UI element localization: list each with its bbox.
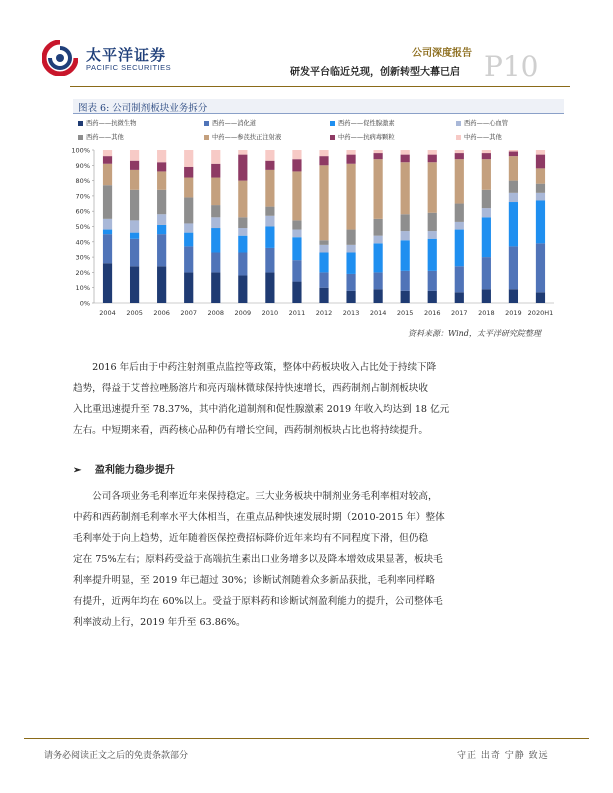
bar-segment xyxy=(157,162,166,171)
bar-segment xyxy=(455,292,464,303)
bar-segment xyxy=(130,266,139,303)
bar-segment xyxy=(509,289,518,303)
paragraph-2 xyxy=(73,486,558,633)
paragraph-2-line: 毛利率处于向上趋势，近年随着医保控费招标降价近年来均有不同程度下滑，但仍稳 xyxy=(73,533,428,544)
bar-segment xyxy=(157,171,166,189)
bar-segment xyxy=(238,275,247,303)
legend-swatch xyxy=(78,135,83,140)
legend-swatch xyxy=(456,135,461,140)
bar-segment xyxy=(319,240,328,245)
bar-segment xyxy=(103,185,112,219)
x-tick-label: 2012 xyxy=(315,309,333,317)
bar-segment xyxy=(292,150,301,159)
header-divider xyxy=(70,86,570,87)
bar-segment xyxy=(238,217,247,228)
bar-segment xyxy=(428,239,437,271)
bar-segment xyxy=(482,150,491,153)
paragraph-2-line: 有提升，近两年均在 60%以上。受益于原料药和诊断试剂盈利能力的提升，公司整体毛 xyxy=(73,596,443,607)
bar-segment xyxy=(346,274,355,291)
x-tick-label: 2004 xyxy=(99,309,116,317)
legend-item xyxy=(330,118,395,127)
bar-segment xyxy=(428,291,437,303)
brand-name-cn: 太平洋证券 xyxy=(86,46,167,64)
bar-segment xyxy=(374,150,383,153)
bar-segment xyxy=(319,245,328,253)
bar-segment xyxy=(211,253,220,273)
y-tick-label: 60% xyxy=(75,207,90,216)
bar-segment xyxy=(401,231,410,240)
bar-segment xyxy=(265,170,274,207)
bar-segment xyxy=(536,243,545,292)
bar-segment xyxy=(238,236,247,253)
figure-caption: 图表 6: 公司制剂板块业务拆分 xyxy=(78,103,208,114)
bar-segment xyxy=(103,156,112,164)
y-tick-label: 50% xyxy=(75,223,90,231)
legend-item xyxy=(204,132,281,141)
bar-segment xyxy=(292,159,301,171)
x-tick-label: 2007 xyxy=(180,309,197,317)
brand-logo-icon xyxy=(42,40,78,76)
bar-segment xyxy=(157,150,166,162)
bar-segment xyxy=(455,230,464,267)
bar-segment xyxy=(130,161,139,170)
x-tick-label: 2011 xyxy=(288,309,306,317)
bar-segment xyxy=(346,164,355,230)
bar-segment xyxy=(319,150,328,156)
bar-segment xyxy=(374,219,383,236)
bar-segment xyxy=(238,228,247,236)
paragraph-2-line: 利率波动上行，2019 年升至 63.86%。 xyxy=(73,617,246,628)
x-tick-label: 2018 xyxy=(478,309,495,317)
bar-segment xyxy=(401,271,410,291)
legend-item xyxy=(456,118,508,127)
bar-segment xyxy=(238,253,247,276)
bar-segment xyxy=(319,253,328,273)
bar-segment xyxy=(265,248,274,272)
paragraph-1-line: 入比重迅速提升至 78.37%，其中消化道制剂和促性腺激素 2019 年收入均达到 18 亿元 xyxy=(73,404,450,415)
y-tick-label: 0% xyxy=(79,299,90,308)
bar-segment xyxy=(401,162,410,214)
figure-source: 资料来源：Wind，太平洋研究院整理 xyxy=(408,329,541,338)
bar-segment xyxy=(184,178,193,198)
bar-segment xyxy=(211,150,220,164)
bar-segment xyxy=(401,291,410,303)
legend-label: 西药——心血管 xyxy=(464,120,509,127)
bar-segment xyxy=(455,266,464,292)
paragraph-2-line: 公司各项业务毛利率近年来保持稳定。三大业务板块中制剂业务毛利率相对较高， xyxy=(73,491,438,502)
bar-segment xyxy=(536,193,545,201)
bar-segment xyxy=(319,288,328,303)
page-number: P10 xyxy=(484,50,539,83)
bar-segment xyxy=(346,155,355,164)
bar-segment xyxy=(265,207,274,216)
bar-segment xyxy=(130,150,139,161)
x-tick-label: 2016 xyxy=(423,309,441,317)
bar-segment xyxy=(184,197,193,223)
legend-label: 西药——其他 xyxy=(86,134,124,141)
bar-segment xyxy=(346,150,355,155)
bar-segment xyxy=(211,178,220,206)
bullet-arrow-icon: ➢ xyxy=(73,465,82,476)
bar-segment xyxy=(184,150,193,167)
bar-segment xyxy=(184,167,193,178)
legend-label: 中药——其他 xyxy=(464,134,502,141)
bar-segment xyxy=(211,228,220,252)
bar-segment xyxy=(509,193,518,202)
bar-segment xyxy=(238,150,247,155)
bar-segment xyxy=(401,214,410,231)
bar-segment xyxy=(103,219,112,230)
bar-segment xyxy=(509,150,518,152)
bar-segment xyxy=(292,230,301,238)
paragraph-1 xyxy=(73,357,558,441)
bar-segment xyxy=(482,289,491,303)
y-tick-label: 40% xyxy=(75,238,90,247)
bar-segment xyxy=(265,216,274,227)
bar-segment xyxy=(238,155,247,181)
bar-segment xyxy=(509,181,518,193)
x-tick-label: 2015 xyxy=(396,309,414,317)
x-tick-label: 2005 xyxy=(126,309,143,317)
bar-segment xyxy=(130,220,139,232)
bar-segment xyxy=(536,200,545,243)
x-tick-label: 2009 xyxy=(234,309,252,317)
bar-segment xyxy=(103,263,112,303)
bar-segment xyxy=(184,246,193,272)
x-tick-label: 2017 xyxy=(451,309,468,317)
paragraph-1-line: 趋势，得益于艾普拉唑肠溶片和亮丙瑞林微球保持快速增长，西药制剂占制剂板块收 xyxy=(73,383,428,394)
bar-segment xyxy=(184,272,193,303)
legend-swatch xyxy=(330,135,335,140)
y-tick-label: 20% xyxy=(75,268,90,277)
bar-segment xyxy=(428,155,437,163)
bar-segment xyxy=(130,190,139,221)
bar-segment xyxy=(265,161,274,170)
report-type: 公司深度报告 xyxy=(412,48,472,59)
bar-segment xyxy=(211,217,220,228)
bar-segment xyxy=(482,257,491,289)
bar-segment xyxy=(482,159,491,190)
bar-segment xyxy=(482,153,491,159)
bar-segment xyxy=(374,159,383,219)
bar-segment xyxy=(482,217,491,257)
bar-segment xyxy=(401,150,410,155)
bar-segment xyxy=(157,234,166,266)
legend-item xyxy=(330,132,395,141)
bar-segment xyxy=(428,213,437,231)
bar-segment xyxy=(130,239,139,267)
bar-segment xyxy=(211,164,220,178)
x-tick-label: 2020H1 xyxy=(527,309,554,317)
bar-segment xyxy=(265,227,274,248)
bar-segment xyxy=(401,240,410,271)
bar-segment xyxy=(292,220,301,229)
footer-motto: 守正 出奇 宁静 致远 xyxy=(457,751,549,761)
paragraph-2-line: 中药和西药制剂毛利率水平大体相当，在重点品种快速发展时期（2010-2015 年）整体 xyxy=(73,512,445,523)
bar-segment xyxy=(157,214,166,225)
bar-segment xyxy=(509,156,518,180)
bar-segment xyxy=(292,282,301,303)
bar-segment xyxy=(184,233,193,247)
bar-segment xyxy=(103,164,112,185)
bar-segment xyxy=(455,204,464,222)
bar-segment xyxy=(455,159,464,203)
bar-segment xyxy=(292,260,301,281)
bar-segment xyxy=(374,289,383,303)
bar-segment xyxy=(157,190,166,214)
bar-segment xyxy=(292,237,301,260)
bar-segment xyxy=(509,246,518,289)
x-tick-label: 2006 xyxy=(153,309,170,317)
paragraph-1-line: 左右。中短期来看，西药核心品种仍有增长空间，西药制剂板块占比也将持续提升。 xyxy=(73,425,428,436)
stacked-bar-chart xyxy=(64,146,564,324)
y-tick-label: 70% xyxy=(75,192,90,201)
legend-swatch xyxy=(78,121,83,126)
bar-segment xyxy=(184,223,193,232)
legend-item xyxy=(78,132,124,141)
bar-segment xyxy=(509,202,518,246)
bar-segment xyxy=(374,153,383,159)
bar-segment xyxy=(319,156,328,165)
bar-segment xyxy=(482,190,491,208)
bar-segment xyxy=(319,272,328,287)
footer-divider xyxy=(24,738,589,739)
x-tick-label: 2019 xyxy=(505,309,522,317)
bar-segment xyxy=(103,230,112,235)
legend-swatch xyxy=(330,121,335,126)
bar-segment xyxy=(401,155,410,163)
legend-item xyxy=(456,132,502,141)
bar-segment xyxy=(509,152,518,157)
paragraph-2-line: 定在 75%左右；原料药受益于高端抗生素出口业务增多以及降本增效成果显著，板块毛 xyxy=(73,554,443,565)
y-tick-label: 80% xyxy=(75,177,90,186)
bar-segment xyxy=(536,155,545,169)
bar-segment xyxy=(374,272,383,289)
y-tick-label: 10% xyxy=(75,284,90,293)
bar-segment xyxy=(130,170,139,190)
report-title: 研发平台临近兑现，创新转型大幕已启 xyxy=(290,67,460,78)
bar-segment xyxy=(455,222,464,230)
y-tick-label: 30% xyxy=(75,253,90,262)
bar-segment xyxy=(374,236,383,244)
bar-segment xyxy=(346,245,355,253)
bar-segment xyxy=(536,150,545,155)
x-tick-label: 2014 xyxy=(369,309,387,317)
legend-swatch xyxy=(204,121,209,126)
y-tick-label: 90% xyxy=(75,161,90,170)
section-heading xyxy=(73,461,175,476)
y-tick-label: 100% xyxy=(71,146,90,155)
legend-label: 中药——参芪扶正注射液 xyxy=(212,134,282,141)
chart-legend xyxy=(78,118,568,146)
footer-disclaimer: 请务必阅读正文之后的免责条款部分 xyxy=(44,751,189,761)
bar-segment xyxy=(346,253,355,274)
legend-item xyxy=(204,118,256,127)
bar-segment xyxy=(319,165,328,240)
bar-segment xyxy=(482,208,491,217)
bar-segment xyxy=(536,168,545,183)
paragraph-2-line: 利率提升明显，至 2019 年已超过 30%；诊断试剂随着众多新品获批，毛利率同样略 xyxy=(73,575,435,586)
legend-swatch xyxy=(204,135,209,140)
legend-label: 中药——抗病毒颗粒 xyxy=(338,134,395,141)
bar-segment xyxy=(428,231,437,239)
bar-segment xyxy=(536,292,545,303)
bar-segment xyxy=(455,150,464,153)
bar-segment xyxy=(428,271,437,291)
bar-segment xyxy=(346,291,355,303)
brand-name-en: PACIFIC SECURITIES xyxy=(86,63,172,72)
bar-segment xyxy=(103,234,112,263)
bar-segment xyxy=(103,150,112,156)
bar-segment xyxy=(455,153,464,159)
bar-segment xyxy=(536,184,545,193)
bar-segment xyxy=(211,272,220,303)
bar-segment xyxy=(346,230,355,245)
bar-segment xyxy=(428,150,437,155)
section-title: 盈利能力稳步提升 xyxy=(94,465,175,476)
bar-segment xyxy=(157,225,166,234)
x-tick-label: 2008 xyxy=(207,309,225,317)
bar-segment xyxy=(428,162,437,212)
bar-segment xyxy=(374,243,383,272)
legend-swatch xyxy=(456,121,461,126)
bar-segment xyxy=(157,266,166,303)
bar-segment xyxy=(211,205,220,217)
bar-segment xyxy=(130,233,139,239)
x-tick-label: 2013 xyxy=(342,309,360,317)
bar-segment xyxy=(238,181,247,218)
bar-segment xyxy=(265,150,274,161)
legend-item xyxy=(78,118,136,127)
legend-label: 西药——抗微生物 xyxy=(86,120,137,127)
bar-segment xyxy=(292,171,301,220)
x-tick-label: 2010 xyxy=(261,309,279,317)
bar-segment xyxy=(265,272,274,303)
legend-label: 西药——促性腺激素 xyxy=(338,120,395,127)
paragraph-1-line: 2016 年后由于中药注射剂重点监控等政策，整体中药板块收入占比处于持续下降 xyxy=(73,362,437,373)
legend-label: 西药——消化道 xyxy=(212,120,257,127)
